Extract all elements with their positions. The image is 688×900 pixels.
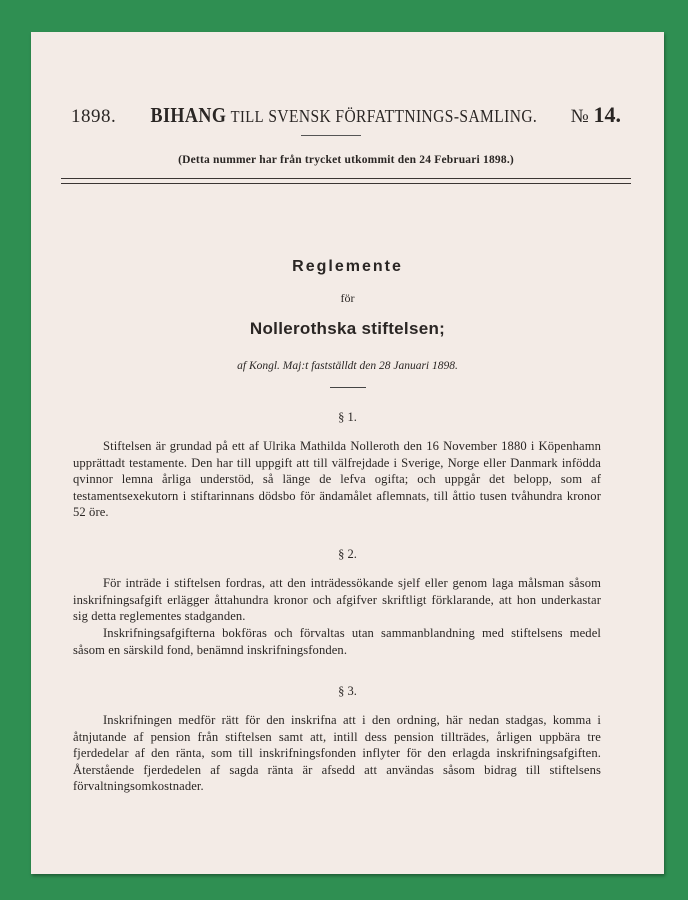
header-bihang: BIHANG: [150, 103, 226, 127]
double-rule-top: [61, 178, 631, 179]
document-page: [31, 32, 664, 874]
header-till: TILL: [230, 107, 264, 126]
header-number: [571, 102, 621, 128]
section-paragraph: För inträde i stiftelsen fordras, att den inträdessökande sjelf eller genom laga målsman såsom inskrifningsafgift erlägger åttahundra kronor och afgifver skriftligt förklarande, att hon underkastar sig detta reglementes stadganden.: [73, 576, 601, 623]
header-number-value: 14.: [593, 102, 621, 127]
page-header: [71, 102, 621, 128]
document-title: Reglemente: [292, 258, 403, 275]
header-year: 1898.: [71, 106, 117, 127]
section-mark: § 3.: [338, 684, 357, 698]
foundation-name: Nollerothska stiftelsen;: [249, 319, 446, 338]
header-svensk: SVENSK FÖRFATTNINGS-SAMLING.: [267, 106, 537, 126]
section-paragraph: Stiftelsen är grundad på ett af Ulrika Mathilda Nolleroth den 16 November 1880 i Köpenhamn upprättadt testamente. Den har till uppgift att till välfrejdade i Sverige, Norge eller Danmark infödda qvinnor lemna årliga understöd, så länge de lefva ogifta; och uppgår det belopp, som af testamentsexekutorn i stiftarinnans dödsbo för ändamålet aflemnats, till åttio tusen tvåhundra kronor 52 öre.: [73, 439, 601, 519]
section-mark: § 2.: [338, 547, 357, 561]
header-title: [150, 103, 537, 128]
double-rule-bottom: [61, 183, 631, 184]
publication-note: (Detta nummer har från trycket utkommit den 24 Februari 1898.): [178, 154, 514, 166]
decree-line: af Kongl. Maj:t fastställdt den 28 Januari 1898.: [237, 360, 458, 372]
header-number-label: №: [570, 106, 589, 127]
header-divider: [301, 135, 361, 136]
title-for: för: [340, 291, 355, 305]
decree-divider: [330, 387, 366, 388]
section-mark: § 1.: [338, 410, 357, 424]
section-paragraph: Inskrifningsafgifterna bokföras och förvaltas utan sammanblandning med stiftelsens medel såsom en särskild fond, benämnd inskrifningsfonden.: [73, 626, 601, 657]
section-paragraph: Inskrifningen medför rätt för den inskrifna att i den ordning, här nedan stadgas, komma i åtnjutande af pension från stiftelsen samt att, intill dess pension tillträdes, årligen uppbära tre fjerdedelar af den ränta, som till inskrifningsfonden inflyter för den erlagda inskrifningsafgiften. Återstående fjerdedelen af sagda ränta är afsedd att användas såsom bidrag till stiftelsens förvaltningsomkostnader.: [73, 713, 601, 793]
